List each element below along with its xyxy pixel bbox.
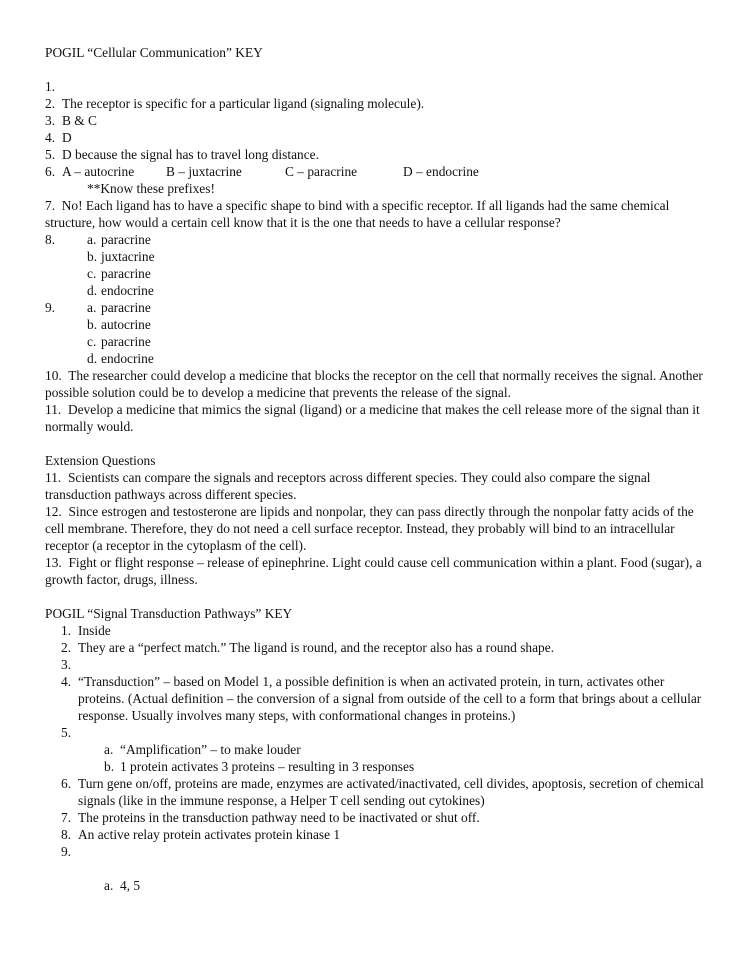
answer-2: 2. The receptor is specific for a particular ligand (signaling molecule). <box>45 96 425 111</box>
pathway-answer-5a: a. “Amplification” – to make louder <box>104 742 301 757</box>
answer-1: 1. <box>45 79 56 94</box>
pathway-answer-5: 5. <box>61 725 72 740</box>
section-title-signal-transduction: POGIL “Signal Transduction Pathways” KEY <box>45 606 293 621</box>
answer-9d: d. endocrine <box>87 351 154 366</box>
pathway-answer-1: 1. Inside <box>61 623 111 638</box>
answer-8d: d. endocrine <box>87 283 154 298</box>
extension-13: 13. Fight or flight response – release of epinephrine. Light could cause cell communication within a plant. Food (sugar), a growth factor, drugs, illness. <box>45 555 702 587</box>
answer-9c: c. paracrine <box>87 334 151 349</box>
answer-5: 5. D because the signal has to travel long distance. <box>45 147 319 162</box>
pathway-answer-8: 8. An active relay protein activates protein kinase 1 <box>61 827 341 842</box>
pathway-answer-3: 3. <box>61 657 72 672</box>
pathway-answer-7: 7. The proteins in the transduction pathway need to be inactivated or shut off. <box>61 810 480 825</box>
pathway-answer-9a: a. 4, 5 <box>104 878 141 893</box>
pathway-answer-4: 4. “Transduction” – based on Model 1, a possible definition is when an activated protein, in turn, activates other proteins. (Actual definition – the conversion of a signal from outside of the cell to a form that brings about a cellular response. Usually involves many steps, with conformational changes in proteins.) <box>61 674 702 723</box>
answer-6: 6. A – autocrine B – juxtacrine C – paracrine D – endocrine <box>45 164 479 179</box>
document-page <box>45 44 710 894</box>
pathway-answer-5b: b. 1 protein activates 3 proteins – resulting in 3 responses <box>104 759 415 774</box>
answer-8a: 8. a. paracrine <box>45 232 151 247</box>
answer-4: 4. D <box>45 130 72 145</box>
answer-8c: c. paracrine <box>87 266 151 281</box>
answer-6-note: **Know these prefixes! <box>87 181 215 196</box>
answer-7: 7. No! Each ligand has to have a specific shape to bind with a specific receptor. If all ligands had the same chemical structure, how would a certain cell know that it is the one that needs to have a cellular response? <box>45 198 670 230</box>
extension-heading: Extension Questions <box>45 453 156 468</box>
answer-9b: b. autocrine <box>87 317 151 332</box>
answer-3: 3. B & C <box>45 113 97 128</box>
pathway-answer-9: 9. <box>61 844 72 859</box>
section-title-cellular-communication: POGIL “Cellular Communication” KEY <box>45 45 263 60</box>
extension-11: 11. Scientists can compare the signals and receptors across different species. They could also compare the signal transduction pathways across different species. <box>45 470 651 502</box>
answer-10: 10. The researcher could develop a medicine that blocks the receptor on the cell that normally receives the signal. Another possible solution could be to develop a medicine that prevents the release of the signal. <box>45 368 703 400</box>
answer-9a: 9. a. paracrine <box>45 300 151 315</box>
pathway-answer-2: 2. They are a “perfect match.” The ligand is round, and the receptor also has a round shape. <box>61 640 555 655</box>
pathway-answer-6: 6. Turn gene on/off, proteins are made, enzymes are activated/inactivated, cell divides, apoptosis, secretion of chemical signals (like in the immune response, a Helper T cell sending out cytokines) <box>61 776 704 808</box>
answer-8b: b. juxtacrine <box>87 249 155 264</box>
answer-11: 11. Develop a medicine that mimics the signal (ligand) or a medicine that makes the cell release more of the signal than it normally would. <box>45 402 700 434</box>
extension-12: 12. Since estrogen and testosterone are lipids and nonpolar, they can pass directly through the nonpolar fatty acids of the cell membrane. Therefore, they do not need a cell surface receptor. Instead, they probably will bind to an intracellular receptor (a receptor in the cytoplasm of the cell). <box>45 504 694 553</box>
